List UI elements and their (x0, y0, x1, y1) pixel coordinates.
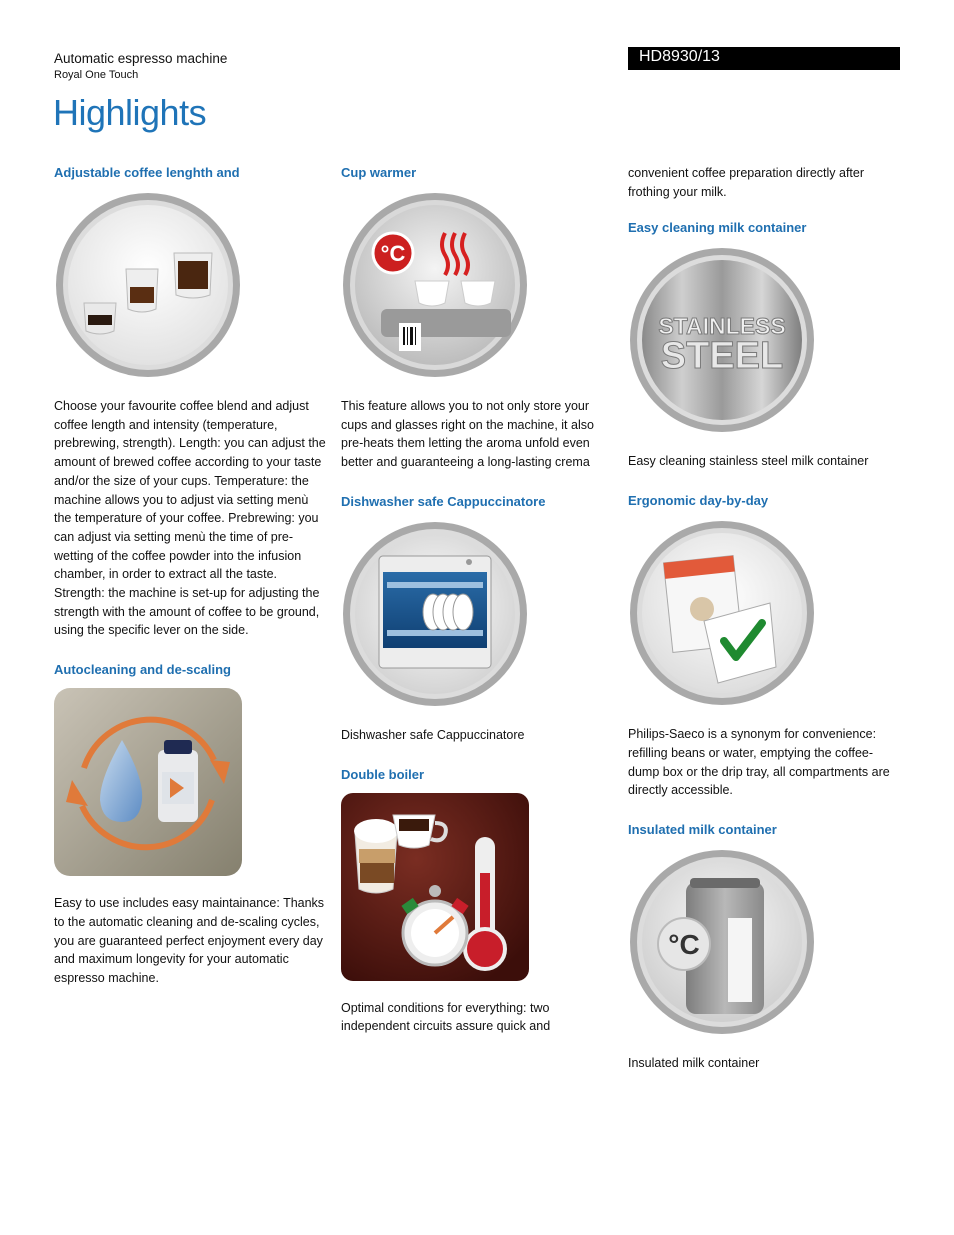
model-number: HD8930/13 (639, 48, 720, 65)
product-name: Automatic espresso machine (54, 51, 228, 66)
icon-text: STAINLESS (658, 313, 786, 340)
feature-heading: Adjustable coffee lenghth and (54, 165, 240, 180)
page-title: Highlights (53, 92, 207, 133)
double-boiler-icon (341, 793, 529, 981)
feature-heading: Easy cleaning milk container (628, 220, 807, 236)
feature-heading: Dishwasher safe Cappuccinatore (341, 493, 546, 509)
icon-text: °C (380, 241, 406, 266)
feature-heading: Insulated milk container (628, 821, 777, 837)
icon-text: STEEL (660, 335, 784, 378)
column-1 (54, 164, 326, 988)
column-2 (341, 164, 613, 1036)
feature-text: Insulated milk container (628, 1055, 760, 1070)
feature-text: Easy cleaning stainless steel milk container (628, 454, 869, 469)
feature-text: Dishwasher safe Cappuccinatore (341, 727, 525, 742)
descaling-cycle-icon (54, 688, 242, 876)
dishwasher-icon (341, 520, 529, 708)
espresso-cups-icon (54, 191, 242, 379)
feature-heading: Ergonomic day-by-day (628, 493, 769, 509)
cup-warmer-icon (341, 191, 529, 379)
feature-text: Choose your favourite coffee blend and adjust coffee length and intensity (temperature, prebrewing, strength). Length: you can adjust the amount of brewed coffee according to your taste and/or the size of your cups. Temperature: the machine allows you to adjust via setting menù the temperature of your coffee. Prebrewing: you can adjust via setting menù the time of pre-wetting of the coffee powder into the infusion chamber, in order to extract all the taste. Strength: the machine is set-up for adjusting the strength with the amount of coffee to be ground, using the specific lever on the side. (54, 399, 326, 638)
stainless-steel-icon (628, 246, 816, 434)
model-bar (628, 47, 900, 70)
feature-heading: Autocleaning and de-scaling (54, 662, 231, 678)
feature-heading: Cup warmer (341, 165, 417, 180)
insulated-container-icon (628, 848, 816, 1036)
feature-text: This feature allows you to not only store your cups and glasses right on the machine, it also pre-heats them letting the aroma unfold even better and guaranteeing a long-lasting crema (341, 399, 594, 470)
feature-text: Philips-Saeco is a synonym for convenience: refilling beans or water, emptying the coffee-dump box or the drip tray, all compartments are directly accessible. (628, 727, 890, 798)
feature-text: Easy to use includes easy maintainance: Thanks to the automatic cleaning and de-scaling cycles, you are guaranteed perfect enjoyment every day and maximum longevity for your automatic espresso machine. (54, 896, 325, 985)
feature-text: Optimal conditions for everything: two independent circuits assure quick and (341, 1000, 551, 1034)
product-range: Royal One Touch (54, 69, 139, 81)
calendar-check-icon (628, 519, 816, 707)
feature-heading: Double boiler (341, 766, 425, 782)
icon-text: °C (668, 928, 700, 960)
column-3 (628, 164, 900, 1073)
feature-text-continued: convenient coffee preparation directly after frothing your milk. (628, 166, 865, 199)
